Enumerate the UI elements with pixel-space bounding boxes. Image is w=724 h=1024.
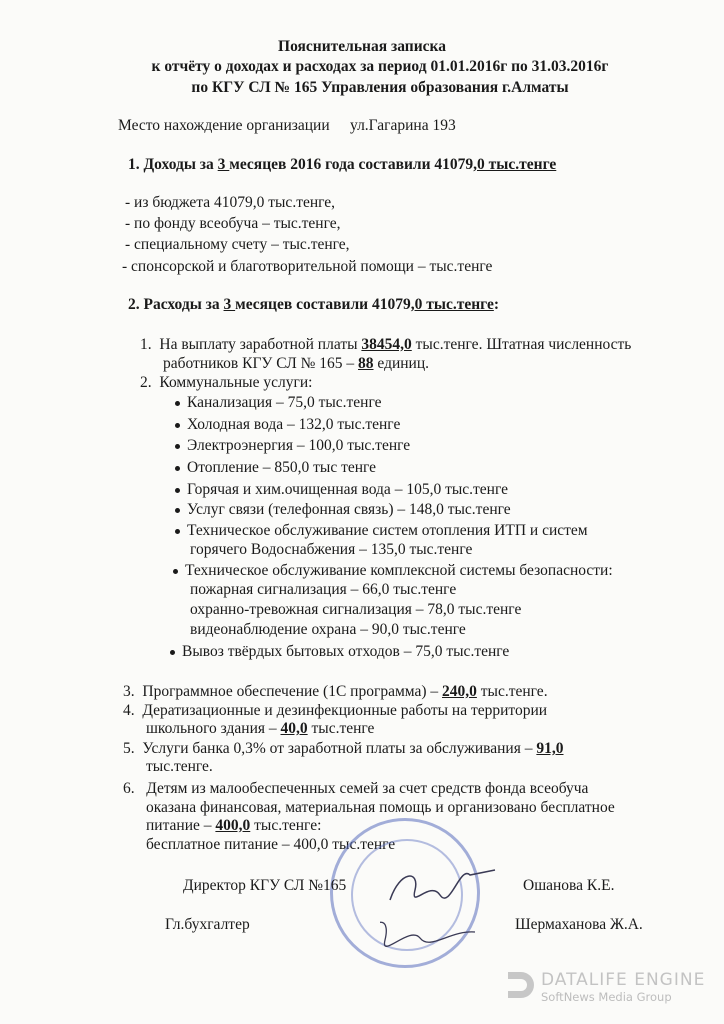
expense-3: 3. Программное обеспечение (1С программа) – 240,0 тыс.тенге. — [123, 683, 548, 700]
bullet-icon — [175, 444, 180, 449]
expense-6-line2: оказана финансовая, материальная помощь и организовано бесплатное — [146, 799, 615, 816]
bullet-icon — [175, 466, 180, 471]
bullet-icon — [175, 529, 180, 534]
bullet-icon — [175, 488, 180, 493]
utility-item: Канализация – 75,0 тыс.тенге — [175, 394, 382, 412]
watermark-sub: SoftNews Media Group — [541, 990, 672, 1004]
section1-heading: 1. Доходы за 3 месяцев 2016 года составили 41079,0 тыс.тенге — [128, 156, 557, 173]
expense-5: 5. Услуги банка 0,3% от заработной платы за обслуживания – 91,0 — [123, 740, 564, 757]
title-line-2: к отчёту о доходах и расходах за период 01.01.2016г по 31.03.2016г — [151, 58, 609, 75]
expense-5-line2: тыс.тенге. — [146, 758, 213, 775]
signature-marks — [380, 860, 500, 950]
director-label: Директор КГУ СЛ №165 — [183, 877, 347, 894]
watermark-brand: DATALIFE ENGINE — [541, 970, 706, 990]
location-value: ул.Гагарина 193 — [350, 117, 456, 134]
section2-heading: 2. Расходы за 3 месяцев составили 41079,0 тыс.тенге: — [128, 296, 500, 313]
bullet-icon — [175, 508, 180, 513]
expense-4-line2: школьного здания – 40,0 тыс.тенге — [146, 720, 375, 737]
title-line-1: Пояснительная записка — [278, 38, 446, 55]
income-item: - спонсорской и благотворительной помощи – тыс.тенге — [122, 258, 493, 275]
utility-item: Техническое обслуживание систем отопления ИТП и систем — [175, 522, 588, 540]
expense-2: 2. Коммунальные услуги: — [140, 374, 313, 391]
accountant-name: Шермаханова Ж.А. — [515, 916, 643, 933]
utility-item: Отопление – 850,0 тыс тенге — [175, 459, 376, 477]
utility-item: Горячая и хим.очищенная вода – 105,0 тыс.тенге — [175, 481, 508, 499]
expense-6-line3: питание – 400,0 тыс.тенге: — [146, 817, 322, 834]
bullet-icon — [173, 569, 178, 574]
expense-6-line4: бесплатное питание – 400,0 тыс.тенге — [146, 836, 396, 853]
accountant-label: Гл.бухгалтер — [165, 916, 250, 933]
watermark-logo-icon — [508, 972, 534, 998]
utility-subitem: пожарная сигнализация – 66,0 тыс.тенге — [190, 581, 457, 598]
bullet-icon — [170, 650, 175, 655]
bullet-icon — [175, 423, 180, 428]
expense-6: 6. Детям из малообеспеченных семей за счет средств фонда всеобуча — [123, 780, 589, 797]
income-item: - специальному счету – тыс.тенге, — [125, 236, 350, 253]
expense-1: 1. На выплату заработной платы 38454,0 тыс.тенге. Штатная численность — [140, 336, 632, 353]
utility-item: Электроэнергия – 100,0 тыс.тенге — [175, 437, 410, 455]
income-item: - из бюджета 41079,0 тыс.тенге, — [125, 194, 336, 211]
title-line-3: по КГУ СЛ № 165 Управления образования г.Алматы — [191, 79, 569, 96]
utility-item: Услуг связи (телефонная связь) – 148,0 тыс.тенге — [175, 501, 511, 519]
utility-item: Вывоз твёрдых бытовых отходов – 75,0 тыс.тенге — [170, 643, 509, 661]
location-label: Место нахождение организации — [118, 117, 330, 134]
director-name: Ошанова К.Е. — [523, 877, 615, 894]
expense-1-line2: работников КГУ СЛ № 165 – 88 единиц. — [163, 355, 430, 372]
bullet-icon — [175, 401, 180, 406]
utility-item-cont: горячего Водоснабжения – 135,0 тыс.тенге — [190, 541, 473, 558]
utility-item: Техническое обслуживание комплексной системы безопасности: — [173, 562, 613, 580]
utility-subitem: видеонаблюдение охрана – 90,0 тыс.тенге — [190, 621, 466, 638]
expense-4: 4. Дератизационные и дезинфекционные работы на территории — [123, 702, 548, 719]
utility-subitem: охранно-тревожная сигнализация – 78,0 тыс.тенге — [190, 601, 522, 618]
income-item: - по фонду всеобуча – тыс.тенге, — [125, 215, 341, 232]
utility-item: Холодная вода – 132,0 тыс.тенге — [175, 416, 400, 434]
